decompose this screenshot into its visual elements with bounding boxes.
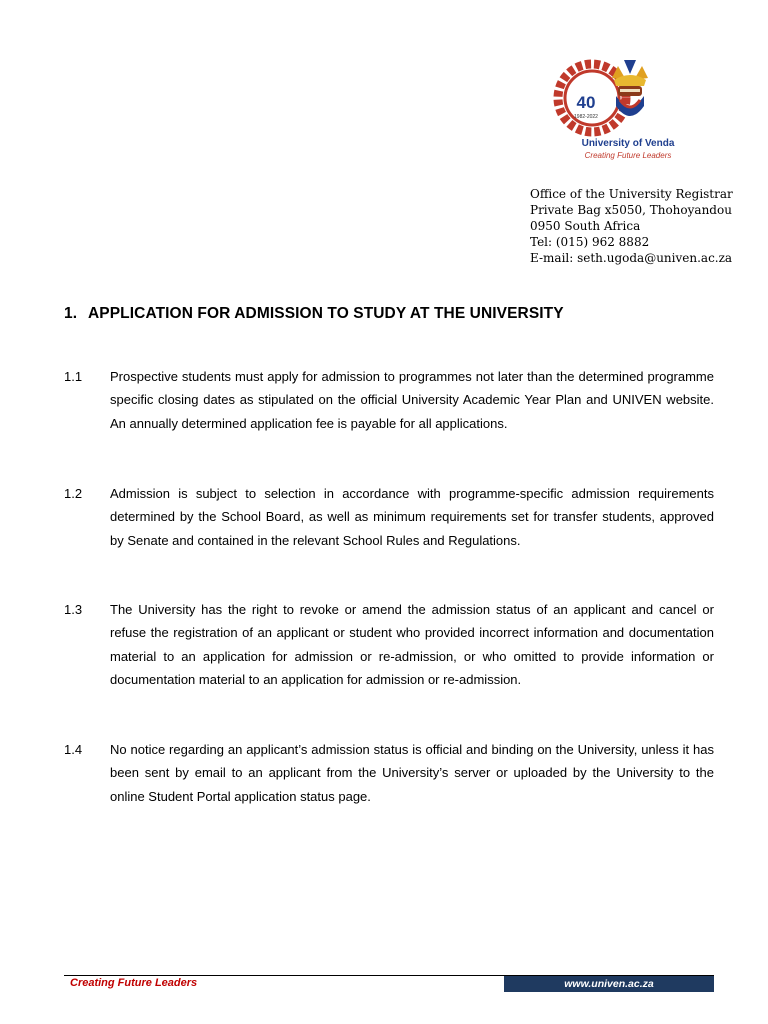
clause-number: 1.2 (64, 486, 83, 501)
clause-number: 1.3 (64, 602, 83, 617)
clause-text: Prospective students must apply for admission to programmes not later than the determined programme specific closing dates as stipulated on the official University Academic Year Plan and UNIVEN website. An annually determined application fee is payable for all applications. (110, 369, 714, 431)
clause-1-2 (64, 482, 714, 552)
clause-number: 1.1 (64, 369, 83, 384)
clause-text: Admission is subject to selection in accordance with programme-specific admission requirements determined by the School Board, as well as minimum requirements set for transfer students, approved by Senate and contained in the relevant School Rules and Regulations. (110, 486, 714, 548)
university-logo (552, 56, 684, 164)
registrar-address-block (530, 186, 733, 266)
clause-1-4 (64, 738, 714, 808)
crest-emblem-icon (552, 56, 684, 138)
anniversary-years: 1982-2022 (574, 114, 598, 120)
section-heading (64, 305, 564, 323)
address-line: Private Bag x5050, Thohoyandou (530, 203, 732, 217)
clause-text: The University has the right to revoke or amend the admission status of an applicant and cancel or refuse the registration of an applicant or student who provided incorrect information and documentation material to an application for admission or re-admission, or who omitted to provide information or documentation material to an application for admission or re-admission. (110, 602, 714, 687)
footer-website-link[interactable]: www.univen.ac.za (504, 976, 714, 992)
clause-1-1 (64, 365, 714, 435)
address-email: E-mail: seth.ugoda@univen.ac.za (530, 251, 733, 265)
section-number: 1. (64, 305, 78, 322)
clause-text: No notice regarding an applicant’s admission status is official and binding on the University, unless it has been sent by email to an applicant from the University’s server or uploaded by the University to the online Student Portal application status page. (110, 742, 714, 804)
footer-tagline: Creating Future Leaders (70, 977, 198, 989)
logo-university-name: University of Venda (581, 138, 675, 149)
clause-1-3 (64, 598, 714, 691)
section-title: APPLICATION FOR ADMISSION TO STUDY AT THE UNIVERSITY (88, 305, 564, 322)
address-line: 0950 South Africa (530, 219, 641, 233)
address-line: Office of the University Registrar (530, 187, 733, 201)
clause-number: 1.4 (64, 742, 83, 757)
address-phone: Tel: (015) 962 8882 (530, 235, 650, 249)
logo-tagline: Creating Future Leaders (584, 151, 672, 160)
anniversary-number: 40 (576, 93, 596, 112)
